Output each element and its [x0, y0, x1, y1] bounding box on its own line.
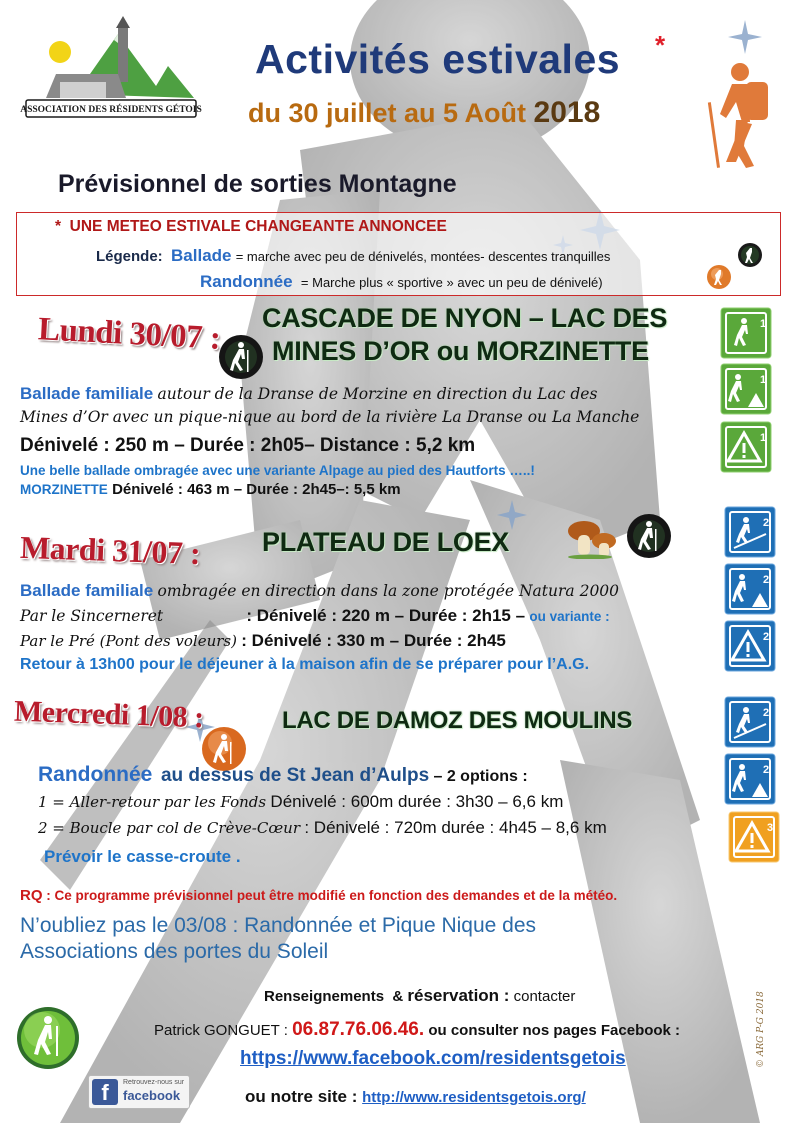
monday-ballade-icon: [218, 334, 264, 380]
info-contacter: contacter: [513, 988, 576, 1005]
difficulty-2-rando-badge-wed: [724, 753, 776, 805]
tuesday-destination: PLATEAU DE LOEX: [262, 527, 510, 557]
ballade-dark-icon: [737, 242, 763, 268]
tuesday-route1-stats: : Dénivelé : 220 m – Durée : 2h15 –: [246, 606, 526, 625]
monday-type: Ballade familiale: [20, 384, 154, 403]
legend-row-ballade: [96, 246, 610, 266]
meteo-title: [55, 218, 447, 236]
facebook-badge[interactable]: [88, 1075, 190, 1109]
date-range-text: du 30 juillet au 5 Août: [248, 98, 527, 128]
reminder-note: [20, 913, 536, 965]
info-line: [264, 986, 575, 1006]
difficulty-3-warning-badge: [728, 811, 780, 863]
info-renseignements: Renseignements: [264, 988, 385, 1005]
difficulty-1-rando-badge: [720, 363, 772, 415]
wednesday-opt1-stats: Dénivelé : 600m durée : 3h30 – 6,6 km: [270, 792, 564, 811]
wednesday-options: – 2 options :: [433, 768, 528, 785]
tuesday-desc: ombragée en direction dans la zone protégée Natura 2000: [157, 582, 620, 600]
tuesday-type: Ballade familiale: [20, 581, 154, 600]
legend-ballade-term: Ballade: [171, 246, 232, 265]
reminder-line1: N’oubliez pas le 03/08 : Randonnée et Pique Nique des: [20, 914, 537, 937]
difficulty-2-ballade-badge: [724, 506, 776, 558]
difficulty-2-warning-badge: [724, 620, 776, 672]
hiker-icon: [696, 62, 780, 170]
association-logo: [18, 16, 204, 120]
legend-rando-term: Randonnée: [200, 272, 293, 291]
monday-heading: Lundi 30/07 :: [37, 311, 222, 357]
info-reservation: réservation :: [407, 986, 510, 1005]
wednesday-note: Prévoir le casse-croute .: [44, 847, 241, 866]
tuesday-route2-stats: : Dénivelé : 330 m – Durée : 2h45: [241, 631, 506, 650]
wednesday-opt1-route: 1 = Aller-retour par les Fonds: [38, 793, 267, 811]
section-subtitle: Prévisionnel de sorties Montagne: [58, 170, 457, 198]
facebook-f-icon: f: [92, 1079, 118, 1105]
remark-label: RQ: [20, 887, 43, 904]
tuesday-route1: [20, 606, 610, 626]
remark-text: : Ce programme prévisionnel peut être modifié en fonction des demandes et de la météo.: [46, 888, 618, 903]
badge-number: 2: [763, 517, 770, 529]
monday-destination: [262, 302, 667, 368]
monday-destination-line2: MINES D’OR ou MORZINETTE: [272, 336, 649, 366]
badge-number: 2: [763, 764, 770, 776]
monday-variant-stats: Dénivelé : 463 m – Durée : 2h45–: 5,5 km: [112, 481, 401, 498]
wednesday-option1: [38, 792, 563, 812]
badge-number: 2: [763, 707, 770, 719]
contact-name: Patrick GONGUET :: [154, 1022, 288, 1039]
contact-rest: ou consulter nos pages Facebook :: [428, 1022, 681, 1039]
wednesday-option2: [38, 818, 607, 838]
facebook-badge-small: Retrouvez-nous sur: [123, 1079, 185, 1086]
contact-line: [154, 1019, 680, 1041]
difficulty-1-warning-badge: [720, 421, 772, 473]
monday-line1: [20, 384, 597, 404]
meteo-title-text: UNE METEO ESTIVALE CHANGEANTE ANNONCEE: [69, 218, 447, 235]
tuesday-note: Retour à 13h00 pour le déjeuner à la maison afin de se préparer pour l’A.G.: [20, 656, 590, 673]
monday-stats: Dénivelé : 250 m – Durée : 2h05– Distance : 5,2 km: [20, 435, 476, 456]
tuesday-route1-variant: ou variante :: [529, 609, 610, 624]
facebook-link-row: [240, 1048, 626, 1070]
difficulty-2-ballade-badge-wed: [724, 696, 776, 748]
tuesday-route2: [20, 631, 506, 651]
monday-desc2: Mines d’Or avec un pique-nique au bord de la rivière La Dranse ou La Manche: [20, 408, 640, 426]
wednesday-heading: Mercredi 1/08 :: [13, 694, 205, 735]
badge-number: 1: [760, 374, 767, 386]
facebook-link[interactable]: https://www.facebook.com/residentsgetois: [240, 1048, 626, 1069]
meteo-asterisk: *: [55, 218, 62, 235]
legend-row-randonnee: [200, 272, 603, 292]
badge-number: 1: [760, 432, 767, 444]
monday-variant: [20, 481, 401, 499]
title-asterisk: *: [655, 30, 666, 60]
wednesday-destination: LAC DE DAMOZ DES MOULINS: [282, 707, 633, 734]
legend-rando-desc: = Marche plus « sportive » avec un peu de dénivelé): [300, 275, 603, 290]
legend-label: Légende:: [96, 248, 163, 265]
site-row: [245, 1087, 586, 1107]
difficulty-2-rando-badge: [724, 563, 776, 615]
tuesday-heading: Mardi 31/07 :: [19, 528, 201, 572]
badge-number: 2: [763, 574, 770, 586]
signature: © ARG P-G 2018: [756, 991, 766, 1068]
badge-number: 3: [767, 822, 774, 834]
wednesday-desc: au dessus de St Jean d’Aulps: [160, 765, 430, 786]
monday-desc1: autour de la Dranse de Morzine en direction du Lac des: [157, 385, 598, 403]
tuesday-route2-name: Par le Pré (Pont des voleurs): [20, 632, 237, 650]
facebook-badge-big: facebook: [123, 1088, 181, 1103]
info-ampersand: &: [392, 988, 404, 1005]
badge-number: 2: [763, 631, 770, 643]
year: 2018: [533, 96, 601, 129]
page-title: Activités estivales: [255, 36, 621, 82]
badge-number: 1: [760, 318, 767, 330]
monday-variant-name: MORZINETTE: [20, 482, 108, 497]
wednesday-type: Randonnée: [38, 763, 153, 786]
association-name: ASSOCIATION DES RÉSIDENTS GÉTOIS: [20, 105, 202, 115]
tuesday-ballade-icon: [626, 513, 672, 559]
site-label: ou notre site :: [245, 1087, 358, 1106]
wednesday-opt2-stats: : Dénivelé : 720m durée : 4h45 – 8,6 km: [304, 818, 607, 837]
site-link[interactable]: http://www.residentsgetois.org/: [362, 1089, 586, 1106]
wednesday-opt2-route: 2 = Boucle par col de Crève-Cœur: [38, 819, 301, 837]
tuesday-line1: [20, 581, 619, 601]
monday-note: Une belle ballade ombragée avec une variante Alpage au pied des Hautforts …..!: [20, 463, 535, 478]
date-range: [248, 96, 600, 130]
remark-line: [20, 887, 617, 904]
monday-destination-line1: CASCADE DE NYON – LAC DES: [262, 303, 668, 333]
mushroom-icon: [564, 517, 618, 559]
tuesday-route1-name: Par le Sincerneret: [20, 607, 164, 625]
wednesday-line1: [38, 763, 528, 787]
reminder-line2: Associations des portes du Soleil: [20, 940, 329, 963]
randonnee-orange-icon: [706, 264, 732, 290]
hiker-round-badge: [16, 1006, 80, 1070]
legend-ballade-desc: = marche avec peu de dénivelés, montées- descentes tranquilles: [235, 249, 611, 264]
contact-phone[interactable]: 06.87.76.06.46.: [292, 1019, 425, 1040]
difficulty-1-ballade-badge: [720, 307, 772, 359]
